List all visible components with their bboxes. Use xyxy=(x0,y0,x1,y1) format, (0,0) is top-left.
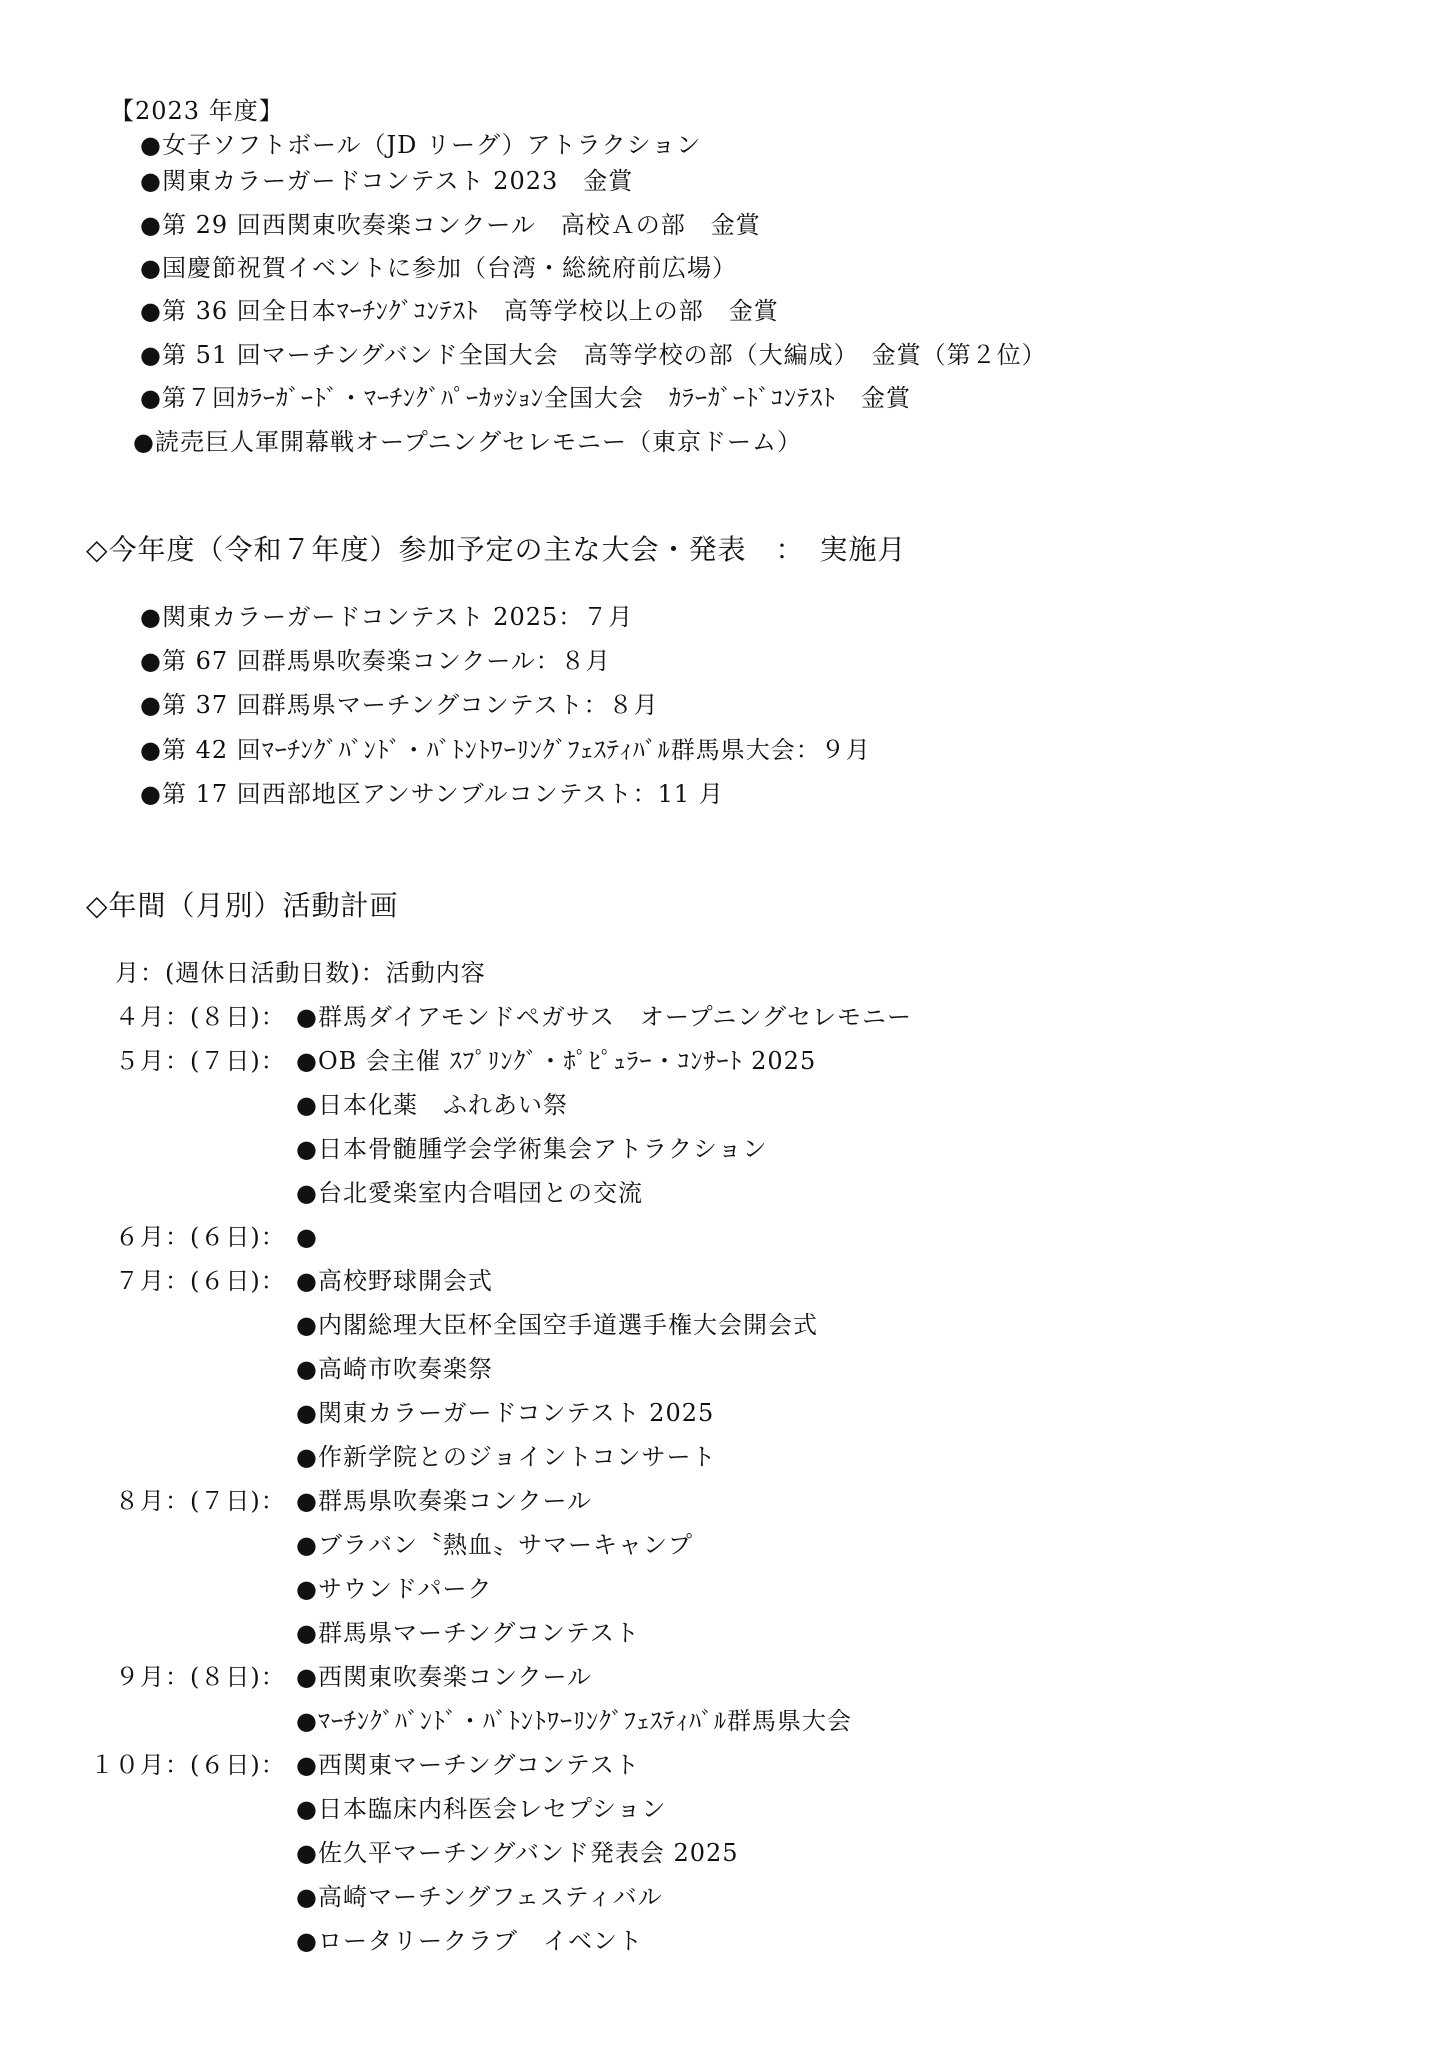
activity-item: ●ロータリークラブ イベント xyxy=(296,1927,643,1955)
achievement-item: ●第 29 回西関東吹奏楽コンクール 高校Ａの部 金賞 xyxy=(140,211,761,239)
activity-item: ● xyxy=(296,1223,318,1251)
activity-item: ●日本化薬 ふれあい祭 xyxy=(296,1091,568,1119)
schedule-heading: ◇年間（月別）活動計画 xyxy=(86,889,399,922)
activity-item: ●日本臨床内科医会レセプション xyxy=(296,1795,667,1823)
activity-item: ●ﾏｰﾁﾝｸﾞﾊﾞﾝﾄﾞ・ﾊﾞﾄﾝﾄﾜｰﾘﾝｸﾞﾌｪｽﾃｨﾊﾞﾙ群馬県大会 xyxy=(296,1707,852,1735)
plan-item: ●第 37 回群馬県マーチングコンテスト：８月 xyxy=(140,691,659,719)
month-label-august: ８月：(７日)： xyxy=(115,1487,286,1515)
activity-item: ●日本骨髄腫学会学術集会アトラクション xyxy=(296,1135,768,1163)
activity-item: ●西関東吹奏楽コンクール xyxy=(296,1663,592,1691)
achievement-item: ●国慶節祝賀イベントに参加（台湾・総統府前広場） xyxy=(140,254,737,282)
activity-item: ●作新学院とのジョイントコンサート xyxy=(296,1443,717,1471)
month-label-april: ４月：(８日)： xyxy=(115,1003,286,1031)
activity-item: ●ブラバン〝熱血〟サマーキャンプ xyxy=(296,1531,693,1559)
activity-item: ●群馬ダイアモンドペガサス オープニングセレモニー xyxy=(296,1003,912,1031)
activity-item: ●群馬県吹奏楽コンクール xyxy=(296,1487,592,1515)
activity-item: ●関東カラーガードコンテスト 2025 xyxy=(296,1399,715,1427)
activity-item: ●高校野球開会式 xyxy=(296,1267,493,1295)
activity-item: ●高崎市吹奏楽祭 xyxy=(296,1355,493,1383)
activity-item: ●サウンドパーク xyxy=(296,1575,493,1603)
section-2023-label: 【2023 年度】 xyxy=(110,97,284,125)
month-label-september: ９月：(８日)： xyxy=(115,1663,286,1691)
achievement-item: ●関東カラーガードコンテスト 2023 金賞 xyxy=(140,167,634,195)
activity-item: ●佐久平マーチングバンド発表会 2025 xyxy=(296,1839,739,1867)
month-label-may: ５月：(７日)： xyxy=(115,1047,286,1075)
achievement-item: ●読売巨人軍開幕戦オープニングセレモニー（東京ドーム） xyxy=(133,428,803,456)
activity-item: ●OB 会主催 ｽﾌﾟﾘﾝｸﾞ・ﾎﾟﾋﾟｭﾗｰ・ｺﾝｻｰﾄ 2025 xyxy=(296,1047,817,1075)
achievement-item: ●第 51 回マーチングバンド全国大会 高等学校の部（大編成） 金賞（第２位） xyxy=(140,341,1047,369)
schedule-header: 月：(週休日活動日数)：活動内容 xyxy=(115,959,486,987)
achievement-item: ●女子ソフトボール（JD リーグ）アトラクション xyxy=(140,131,702,159)
plan-item: ●第 17 回西部地区アンサンブルコンテスト：11 月 xyxy=(140,780,724,808)
plan-item: ●第 42 回ﾏｰﾁﾝｸﾞﾊﾞﾝﾄﾞ・ﾊﾞﾄﾝﾄﾜｰﾘﾝｸﾞﾌｪｽﾃｨﾊﾞﾙ群馬県大会：９月 xyxy=(140,736,871,764)
activity-item: ●内閣総理大臣杯全国空手道選手権大会開会式 xyxy=(296,1311,818,1339)
month-label-july: ７月：(６日)： xyxy=(115,1267,286,1295)
activity-item: ●西関東マーチングコンテスト xyxy=(296,1751,640,1779)
activity-item: ●高崎マーチングフェスティバル xyxy=(296,1883,663,1911)
activity-item: ●台北愛楽室内合唱団との交流 xyxy=(296,1179,643,1207)
achievement-item: ●第７回ｶﾗｰｶﾞｰﾄﾞ・ﾏｰﾁﾝｸﾞﾊﾟｰｶｯｼｮﾝ全国大会 ｶﾗｰｶﾞｰﾄﾞｺﾝﾃｽﾄ 金賞 xyxy=(140,384,911,412)
plan-item: ●関東カラーガードコンテスト 2025：７月 xyxy=(140,603,634,631)
plan-heading: ◇今年度（令和７年度）参加予定の主な大会・発表 ： 実施月 xyxy=(86,533,907,566)
month-label-june: ６月：(６日)： xyxy=(115,1223,286,1251)
activity-item: ●群馬県マーチングコンテスト xyxy=(296,1619,640,1647)
plan-item: ●第 67 回群馬県吹奏楽コンクール：８月 xyxy=(140,647,611,675)
achievement-item: ●第 36 回全日本ﾏｰﾁﾝｸﾞｺﾝﾃｽﾄ 高等学校以上の部 金賞 xyxy=(140,297,779,325)
month-label-october: １０月：(６日)： xyxy=(90,1751,286,1779)
